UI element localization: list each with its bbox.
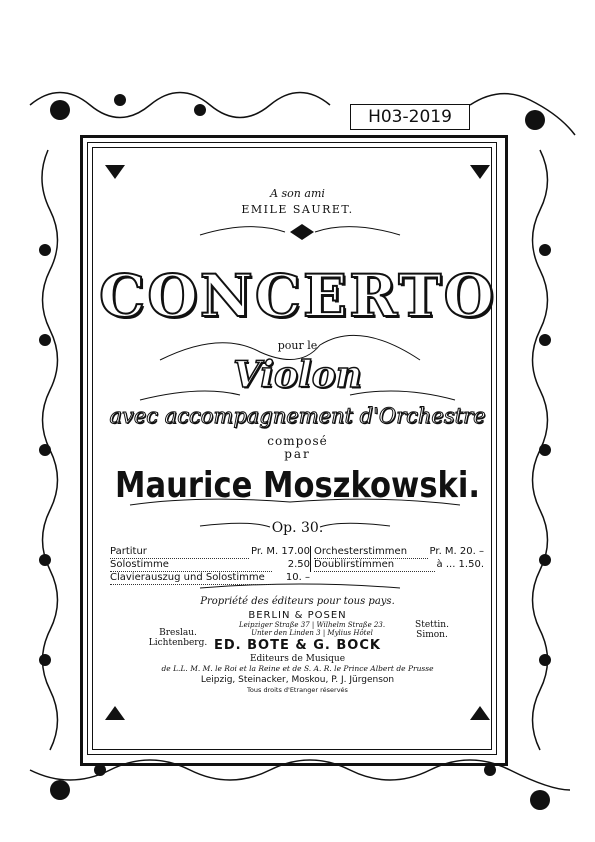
publisher-address-2: Unter den Linden 3 | Mylius Hôtel	[251, 629, 373, 637]
price-label: Partitur	[110, 546, 249, 559]
publisher-leipzig: Leipzig, Steinacker, Moskou, P. J. Jürgenson	[200, 675, 395, 685]
publisher-royal: de L.L. M. M. le Roi et la Reine et de S. A. R. le Prince Albert de Prusse	[161, 664, 434, 673]
price-label: Clavierauszug und Solostimme	[110, 572, 272, 585]
publisher-name: ED. BOTE & G. BOCK	[214, 638, 381, 653]
dedication-line-2: EMILE SAURET.	[241, 203, 354, 216]
branch-stettin: Stettin. Simon.	[415, 620, 449, 640]
price-value: Pr. M. 20. –	[429, 546, 484, 557]
propriete-note: Propriété des éditeurs pour tous pays.	[200, 596, 395, 607]
price-row	[110, 572, 490, 585]
subtitle-pour: pour le	[277, 339, 318, 352]
opus-number: Op. 30.	[271, 520, 324, 536]
title: CONCERTO	[99, 262, 496, 330]
price-label: Doublirstimmen	[314, 559, 435, 572]
price-row	[110, 559, 490, 572]
accompaniment: avec accompagnement d'Orchestre	[109, 404, 486, 428]
compose-label: composé	[267, 434, 328, 448]
publisher-city: BERLIN & POSEN	[248, 610, 347, 621]
branch-breslau: Breslau. Lichtenberg.	[148, 628, 208, 648]
price-value: 2.50	[287, 559, 310, 570]
price-value: à ... 1.50.	[436, 559, 484, 570]
price-value: Pr. M. 17.00	[250, 546, 310, 557]
par-label: par	[284, 447, 311, 461]
rights-reserved: Tous droits d'Etranger réservés	[247, 686, 348, 694]
publisher-editeurs: Editeurs de Musique	[249, 654, 346, 664]
price-value: 10. –	[285, 572, 310, 583]
catalog-mark: H03-2019	[350, 104, 470, 130]
price-label: Solostimme	[110, 559, 272, 572]
composer-name: Maurice Moszkowski.	[114, 465, 480, 506]
price-list	[110, 546, 490, 585]
price-row	[110, 546, 490, 559]
price-label: Orchesterstimmen	[314, 546, 428, 559]
dedication-line-1: A son ami	[270, 187, 325, 200]
instrument: Violon	[233, 354, 362, 396]
publisher-address-1: Leipziger Straße 37 | Wilhelm Straße 23.	[238, 621, 386, 629]
